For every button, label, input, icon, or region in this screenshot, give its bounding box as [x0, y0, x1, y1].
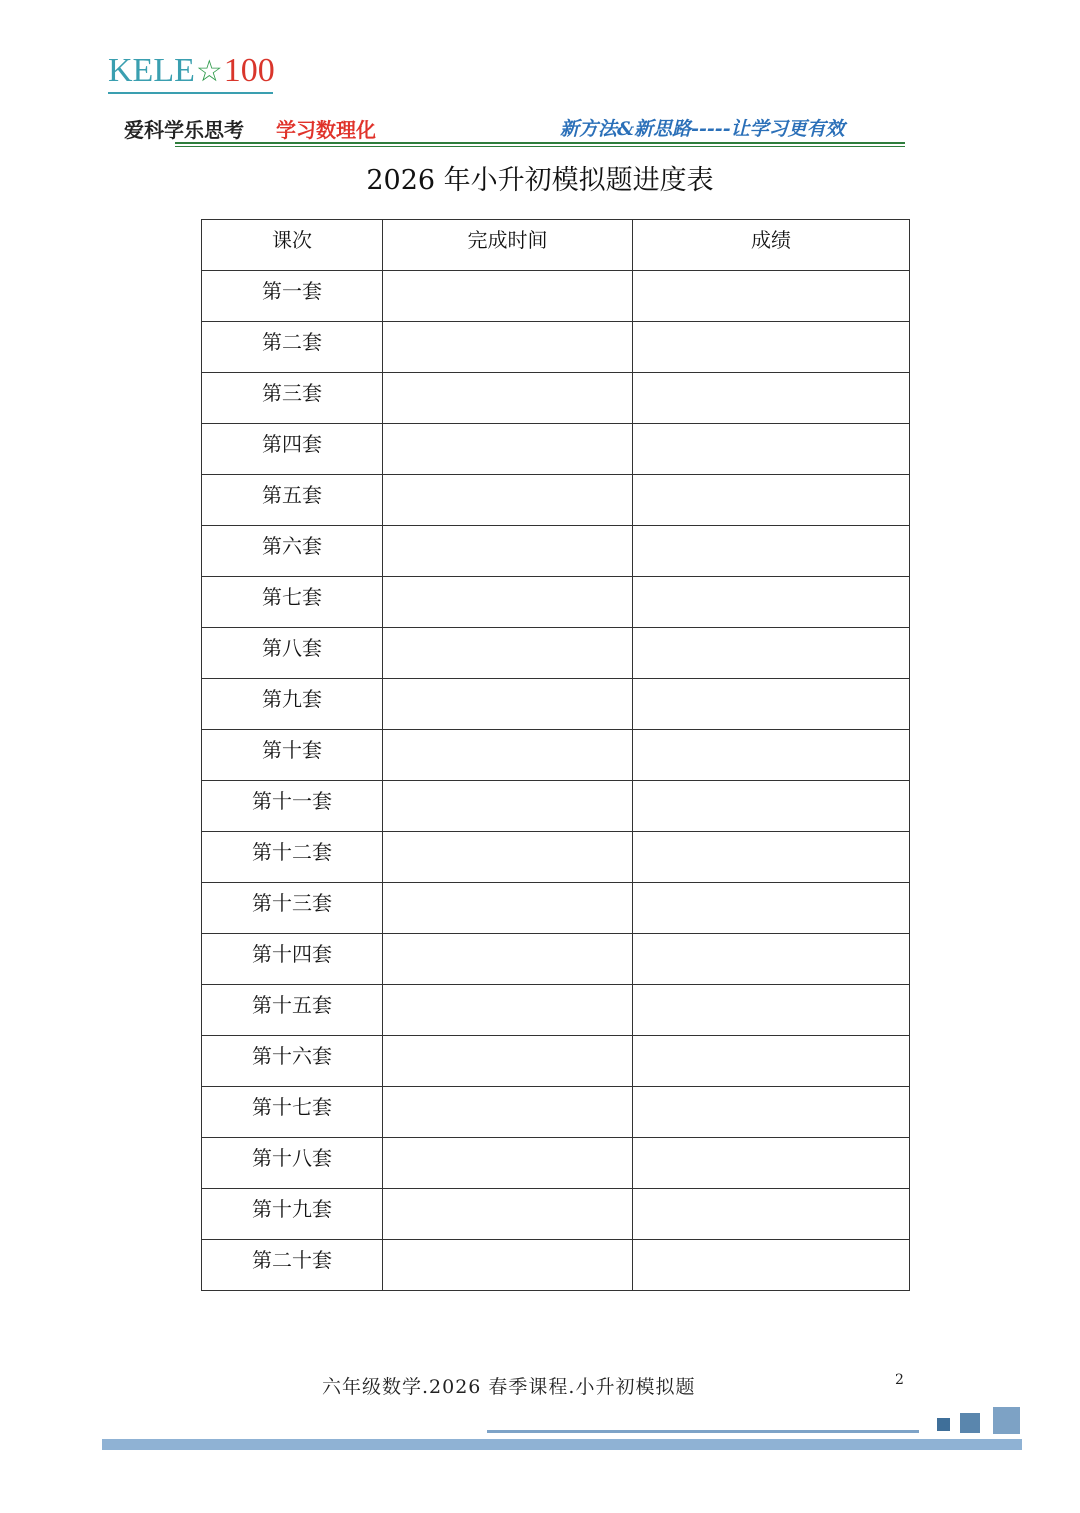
table-row	[202, 679, 910, 730]
footer-square-small	[937, 1418, 950, 1431]
cell-score[interactable]	[633, 271, 910, 322]
cell-lesson: 第三套	[202, 373, 383, 424]
cell-completion-time[interactable]	[383, 832, 633, 883]
cell-lesson: 第十八套	[202, 1138, 383, 1189]
footer-bar	[102, 1439, 1022, 1450]
cell-score[interactable]	[633, 883, 910, 934]
footer-square-medium	[960, 1413, 980, 1433]
table-row	[202, 1189, 910, 1240]
cell-lesson: 第二十套	[202, 1240, 383, 1291]
cell-completion-time[interactable]	[383, 271, 633, 322]
cell-score[interactable]	[633, 1189, 910, 1240]
header-completion-time: 完成时间	[383, 220, 633, 271]
table-row	[202, 985, 910, 1036]
header-divider-secondary	[175, 146, 905, 147]
cell-completion-time[interactable]	[383, 1240, 633, 1291]
cell-lesson: 第七套	[202, 577, 383, 628]
table-row	[202, 934, 910, 985]
cell-lesson: 第十五套	[202, 985, 383, 1036]
footer-square-large	[993, 1407, 1020, 1434]
table-row	[202, 1138, 910, 1189]
cell-completion-time[interactable]	[383, 628, 633, 679]
logo-underline	[108, 92, 273, 94]
page-title: 2026 年小升初模拟题进度表	[366, 165, 714, 196]
cell-lesson: 第四套	[202, 424, 383, 475]
table-header-row	[202, 220, 910, 271]
cell-lesson: 第九套	[202, 679, 383, 730]
cell-lesson: 第二套	[202, 322, 383, 373]
cell-completion-time[interactable]	[383, 934, 633, 985]
cell-score[interactable]	[633, 373, 910, 424]
slogan-left-red: 学习数理化	[276, 118, 376, 142]
cell-completion-time[interactable]	[383, 1189, 633, 1240]
table-body	[202, 271, 910, 1291]
cell-score[interactable]	[633, 679, 910, 730]
header-divider	[175, 142, 905, 144]
cell-completion-time[interactable]	[383, 322, 633, 373]
cell-lesson: 第十六套	[202, 1036, 383, 1087]
table-row	[202, 730, 910, 781]
cell-lesson: 第十一套	[202, 781, 383, 832]
cell-score[interactable]	[633, 322, 910, 373]
table-row	[202, 424, 910, 475]
table-row	[202, 322, 910, 373]
cell-lesson: 第十三套	[202, 883, 383, 934]
cell-lesson: 第五套	[202, 475, 383, 526]
cell-score[interactable]	[633, 1036, 910, 1087]
table-row	[202, 832, 910, 883]
cell-completion-time[interactable]	[383, 1036, 633, 1087]
cell-score[interactable]	[633, 628, 910, 679]
slogan-left: 爱科学乐思考	[124, 118, 244, 142]
cell-lesson: 第十九套	[202, 1189, 383, 1240]
table-row	[202, 1036, 910, 1087]
cell-score[interactable]	[633, 934, 910, 985]
cell-score[interactable]	[633, 985, 910, 1036]
slogan-right: 新方法&新思路-----让学习更有效	[560, 118, 845, 140]
logo-kele-text: KELE	[108, 52, 195, 89]
table-row	[202, 475, 910, 526]
cell-lesson: 第一套	[202, 271, 383, 322]
cell-score[interactable]	[633, 730, 910, 781]
header-lesson: 课次	[202, 220, 383, 271]
header-score: 成绩	[633, 220, 910, 271]
table-row	[202, 526, 910, 577]
cell-score[interactable]	[633, 526, 910, 577]
cell-score[interactable]	[633, 1240, 910, 1291]
table-row	[202, 628, 910, 679]
table-row	[202, 577, 910, 628]
cell-lesson: 第十四套	[202, 934, 383, 985]
cell-completion-time[interactable]	[383, 730, 633, 781]
cell-completion-time[interactable]	[383, 679, 633, 730]
progress-table	[201, 219, 910, 1291]
table-row	[202, 1240, 910, 1291]
cell-lesson: 第十七套	[202, 1087, 383, 1138]
cell-completion-time[interactable]	[383, 1138, 633, 1189]
cell-lesson: 第八套	[202, 628, 383, 679]
cell-completion-time[interactable]	[383, 526, 633, 577]
cell-completion-time[interactable]	[383, 781, 633, 832]
cell-score[interactable]	[633, 1138, 910, 1189]
table-row	[202, 271, 910, 322]
cell-completion-time[interactable]	[383, 985, 633, 1036]
cell-score[interactable]	[633, 475, 910, 526]
page-number: 2	[895, 1372, 904, 1388]
footer-course-label: 六年级数学.2026 春季课程.小升初模拟题	[322, 1376, 696, 1398]
cell-completion-time[interactable]	[383, 373, 633, 424]
cell-completion-time[interactable]	[383, 475, 633, 526]
table-row	[202, 1087, 910, 1138]
cell-score[interactable]	[633, 1087, 910, 1138]
cell-completion-time[interactable]	[383, 424, 633, 475]
table-row	[202, 883, 910, 934]
cell-lesson: 第十套	[202, 730, 383, 781]
cell-score[interactable]	[633, 424, 910, 475]
cell-score[interactable]	[633, 832, 910, 883]
cell-completion-time[interactable]	[383, 1087, 633, 1138]
cell-score[interactable]	[633, 577, 910, 628]
cell-completion-time[interactable]	[383, 883, 633, 934]
cell-lesson: 第十二套	[202, 832, 383, 883]
cell-completion-time[interactable]	[383, 577, 633, 628]
cell-score[interactable]	[633, 781, 910, 832]
logo-star-icon: ☆	[195, 54, 223, 89]
logo-100-text: 100	[223, 52, 275, 89]
cell-lesson: 第六套	[202, 526, 383, 577]
brand-logo	[108, 52, 275, 96]
table-row	[202, 373, 910, 424]
footer-rule	[487, 1430, 919, 1433]
table-row	[202, 781, 910, 832]
